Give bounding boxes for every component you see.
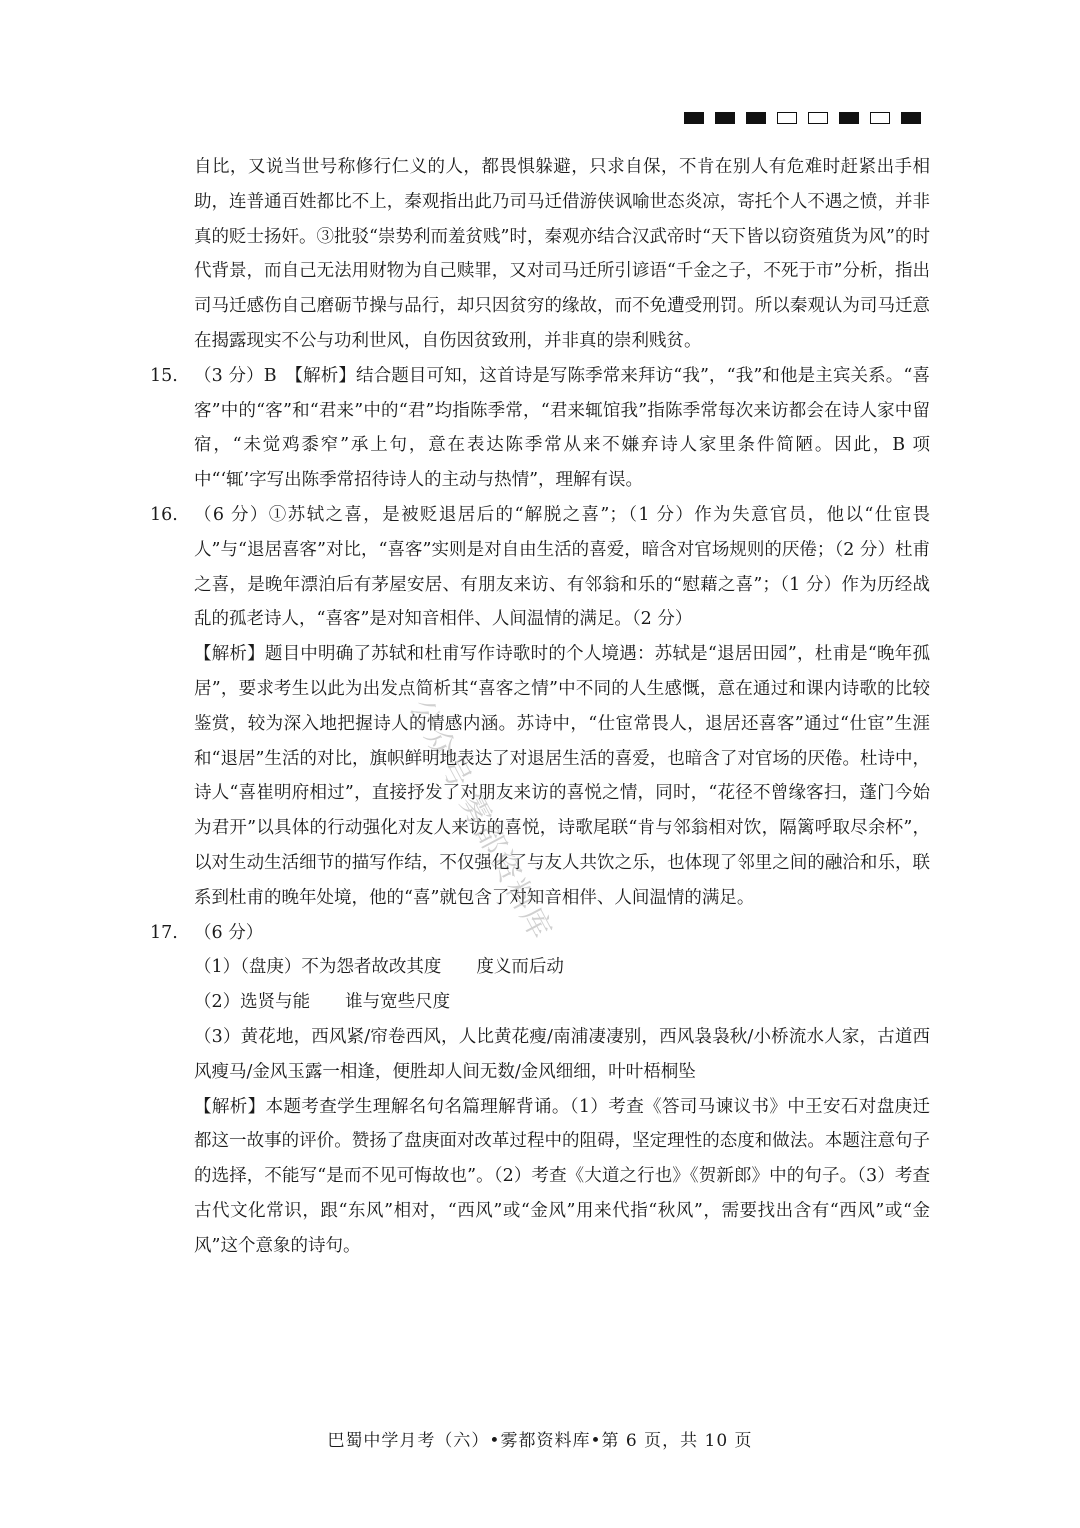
watermark: 公众号·雾都资料库 — [402, 693, 559, 947]
question-17-score: （6 分） — [194, 922, 264, 943]
question-17-analysis: 【解析】本题考查学生理解名句名篇理解背诵。（1）考查《答司马谏议书》中王安石对盘庚迁都这一故事的评价。赞扬了盘庚面对改革过程中的阻碍，坚定理性的态度和做法。本题注意句子的选择，不能写“是而不见可悔故也”。（2）考查《大道之行也》《贺新郎》中的句子。（3）考查古代文化常识，跟“东风”相对，“西风”或“金风”用来代指“秋风”，需要找出含有“西风”或“金风”这个意象的诗句。 — [194, 1096, 930, 1256]
question-16-analysis: 【解析】题目中明确了苏轼和杜甫写作诗歌时的个人境遇：苏轼是“退居田园”，杜甫是“晚年孤居”，要求考生以此为出发点简析其“喜客之情”中不同的人生感慨，意在通过和课内诗歌的比较鉴赏，较为深入地把握诗人的情感内涵。苏诗中，“仕宦常畏人，退居还喜客”通过“仕宦”生涯和“退居”生活的对比，旗帜鲜明地表达了对退居生活的喜爱，也暗含了对官场的厌倦。杜诗中，诗人“喜崔明府相过”，直接抒发了对朋友来访的喜悦之情，同时，“花径不曾缘客扫，蓬门今始为君开”以具体的行动强化对友人来访的喜悦，诗歌尾联“肯与邻翁相对饮，隔篱呼取尽余杯”，以对生动生活细节的描写作结，不仅强化了与友人共饮之乐，也体现了邻里之间的融洽和乐，联系到杜甫的晚年处境，他的“喜”就包含了对知音相伴、人间温情的满足。 — [194, 644, 930, 908]
question-17-answer-1: （1）（盘庚）不为怨者故改其度 度义而后动 — [194, 957, 564, 978]
header-mark — [901, 112, 921, 124]
question-number: 15. — [150, 365, 178, 386]
question-15 — [150, 359, 930, 498]
page-footer: 巴蜀中学月考（六）•雾都资料库•第 6 页，共 10 页 — [327, 1431, 753, 1451]
question-16-answer: （6 分）①苏轼之喜，是被贬退居后的“解脱之喜”；（1 分）作为失意官员，他以“仕宦畏人”与“退居喜客”对比，“喜客”实则是对自由生活的喜爱，暗含对官场规则的厌倦；（2 分）杜甫之喜，是晚年漂泊后有茅屋安居、有朋友来访、有邻翁和乐的“慰藉之喜”；（1 分）作为历经战乱的孤老诗人，“喜客”是对知音相伴、人间温情的满足。（2 分） — [194, 504, 930, 630]
question-15-answer: （3 分）B 【解析】结合题目可知，这首诗是写陈季常来拜访“我”，“我”和他是主宾关系。“喜客”中的“客”和“君来”中的“君”均指陈季常，“君来辄馆我”指陈季常每次来访都会在诗人家中留宿，“未觉鸡黍窄”承上句，意在表达陈季常从来不嫌弃诗人家里条件简陋。因此，B 项中“‘辄’字写出陈季常招待诗人的主动与热情”，理解有误。 — [194, 365, 930, 491]
header-mark — [808, 112, 828, 124]
header-mark — [684, 112, 704, 124]
header-mark — [746, 112, 766, 124]
question-number: 17. — [150, 922, 178, 943]
header-mark — [777, 112, 797, 124]
question-number: 16. — [150, 504, 178, 525]
question-17-answer-2: （2）选贤与能 谁与宽些尺度 — [194, 992, 451, 1013]
header-mark — [715, 112, 735, 124]
header-mark — [870, 112, 890, 124]
question-16 — [150, 498, 930, 637]
continuation-paragraph: 自比，又说当世号称修行仁义的人，都畏惧躲避，只求自保，不肯在别人有危难时赶紧出手相助，连普通百姓都比不上，秦观指出此乃司马迁借游侠讽喻世态炎凉，寄托个人不遇之愤，并非真的贬士扬奸。③批驳“崇势利而羞贫贱”时，秦观亦结合汉武帝时“天下皆以窃资殖货为风”的时代背景，而自己无法用财物为自己赎罪，又对司马迁所引谚语“千金之子，不死于市”分析，指出司马迁感伤自己磨砺节操与品行，却只因贫穷的缘故，而不免遭受刑罚。所以秦观认为司马迁意在揭露现实不公与功利世风，自伤因贫致刑，并非真的崇利贱贫。 — [194, 157, 930, 351]
header-marks — [684, 112, 921, 124]
answer-content — [150, 150, 930, 1264]
question-17-answer-3: （3）黄花地，西风紧/帘卷西风，人比黄花瘦/南浦凄凄别，西风袅袅秋/小桥流水人家，古道西风瘦马/金风玉露一相逢，便胜却人间无数/金风细细，叶叶梧桐坠 — [194, 1026, 930, 1082]
header-mark — [839, 112, 859, 124]
